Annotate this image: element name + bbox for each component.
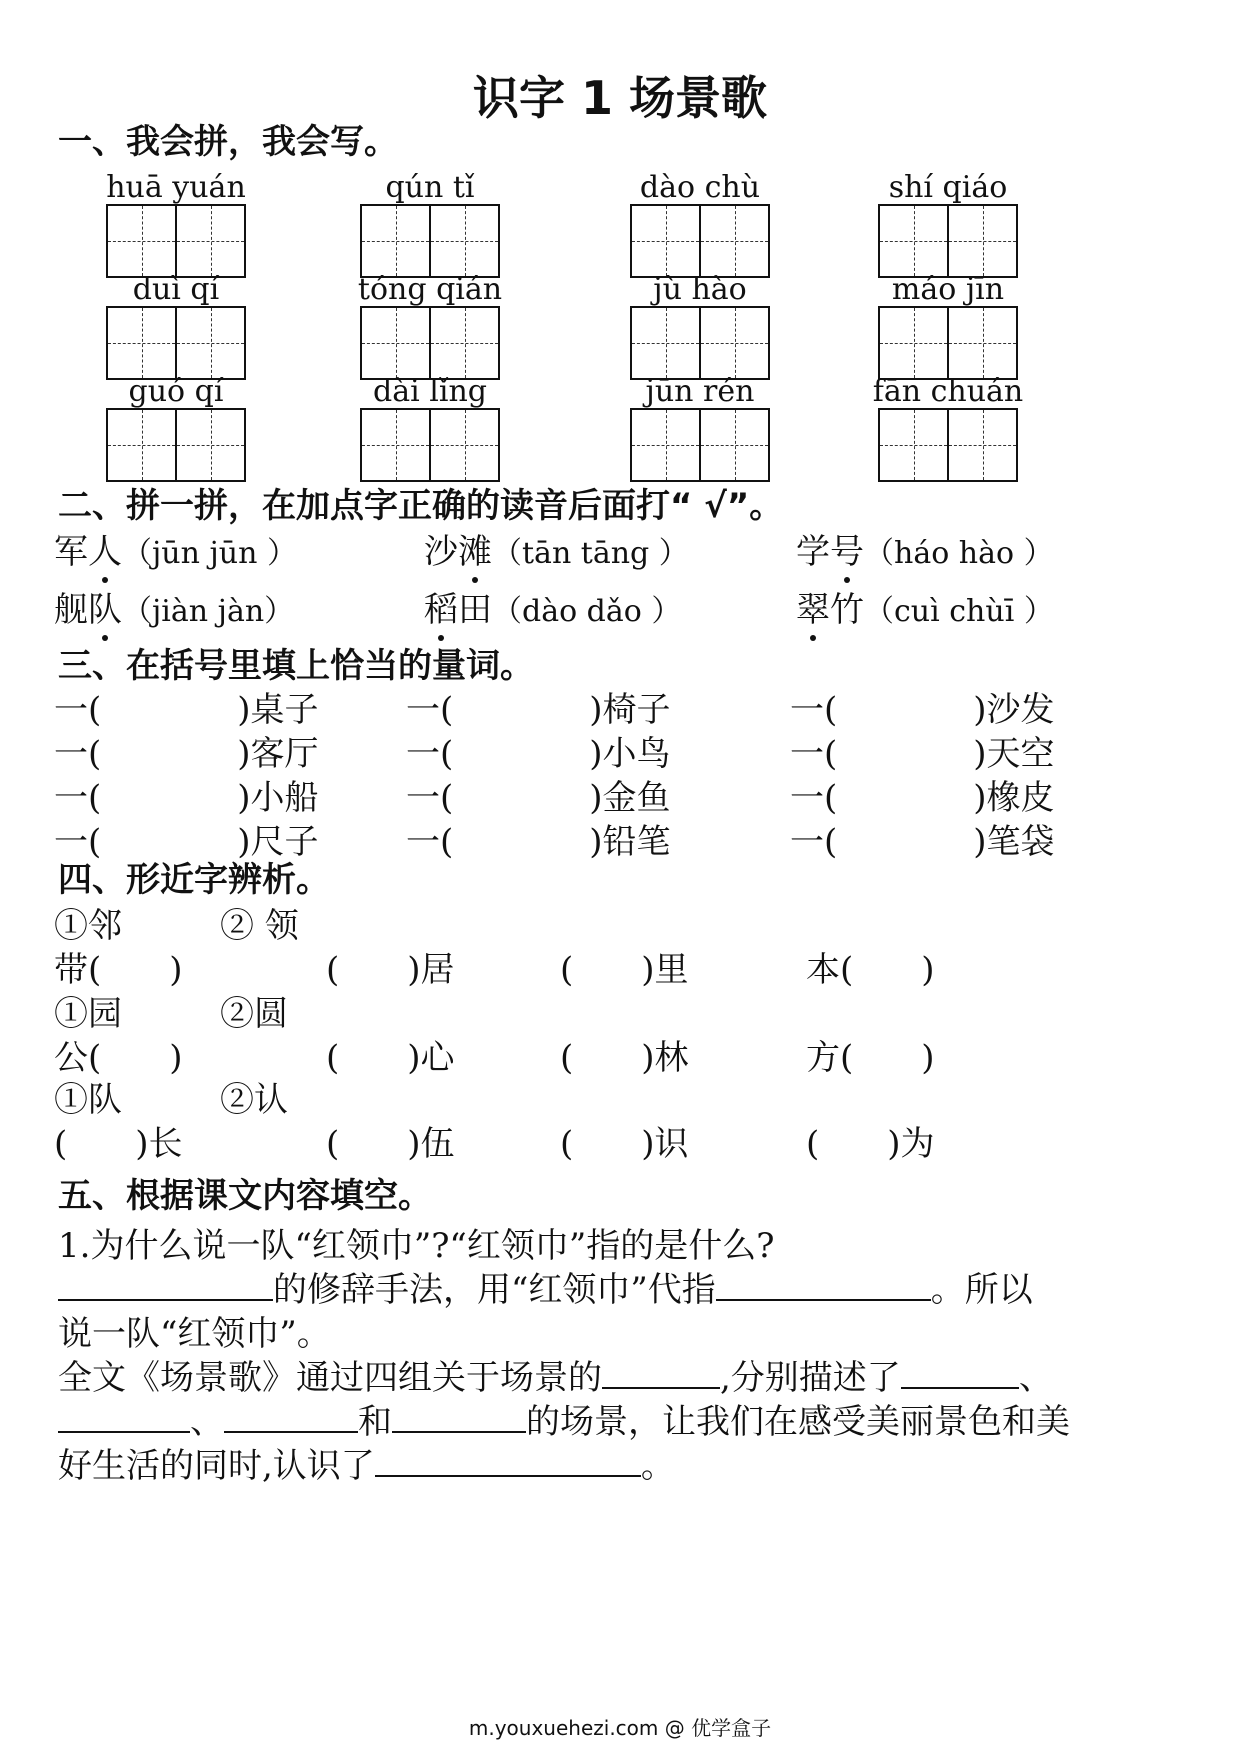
pinyin-label: tóng qián xyxy=(357,272,503,307)
char-option-2: ② 领 xyxy=(220,906,299,946)
tian-zi-square[interactable] xyxy=(632,206,699,276)
measure-word-blank[interactable]: 一( )橡皮 xyxy=(790,778,1055,818)
char-choice-blank[interactable]: 方( ) xyxy=(806,1038,935,1078)
tian-zi-square[interactable] xyxy=(947,308,1016,378)
pinyin-label: fān chuán xyxy=(872,374,1024,409)
dotted-character: 号 xyxy=(830,524,864,573)
tian-zi-square[interactable] xyxy=(429,308,498,378)
tian-zi-square[interactable] xyxy=(880,206,947,276)
pinyin-label: jūn rén xyxy=(645,374,755,409)
pronunciation-item: 舰队（jiàn jàn） xyxy=(54,582,294,631)
tian-zi-square[interactable] xyxy=(108,410,175,480)
writing-grid[interactable] xyxy=(360,204,500,278)
tian-zi-square[interactable] xyxy=(429,206,498,276)
pinyin-label: qún tǐ xyxy=(385,170,475,205)
tian-zi-square[interactable] xyxy=(947,410,1016,480)
measure-word-blank[interactable]: 一( )铅笔 xyxy=(406,822,671,862)
dotted-character: 翠 xyxy=(796,582,830,631)
measure-word-blank[interactable]: 一( )小船 xyxy=(54,778,319,818)
dotted-character: 队 xyxy=(88,582,122,631)
answer-blank[interactable] xyxy=(58,1401,190,1433)
char-choice-blank[interactable]: 公( ) xyxy=(54,1038,183,1078)
writing-grid[interactable] xyxy=(878,204,1018,278)
pinyin-label: dài lǐng xyxy=(373,374,487,409)
pinyin-options[interactable]: （dào dǎo ） xyxy=(492,594,682,629)
pinyin-options[interactable]: （jūn jūn ） xyxy=(122,536,297,571)
pronunciation-item: 学号（háo hào ） xyxy=(796,524,1054,573)
writing-grid[interactable] xyxy=(360,306,500,380)
char-choice-blank[interactable]: 本( ) xyxy=(806,950,935,990)
dotted-character: 稻 xyxy=(424,582,458,631)
tian-zi-square[interactable] xyxy=(175,206,244,276)
tian-zi-square[interactable] xyxy=(108,308,175,378)
writing-grid[interactable] xyxy=(360,408,500,482)
answer-blank[interactable] xyxy=(716,1269,931,1301)
pinyin-options[interactable]: （háo hào ） xyxy=(864,536,1054,571)
pronunciation-item: 翠竹（cuì chùī ） xyxy=(796,582,1054,631)
fill-line-6: 好生活的同时,认识了 。 xyxy=(58,1446,675,1486)
writing-grid[interactable] xyxy=(630,306,770,380)
tian-zi-square[interactable] xyxy=(699,410,768,480)
char-choice-blank[interactable]: 带( ) xyxy=(54,950,183,990)
char-option-2: ②圆 xyxy=(220,994,288,1034)
measure-word-blank[interactable]: 一( )椅子 xyxy=(406,690,671,730)
measure-word-blank[interactable]: 一( )尺子 xyxy=(54,822,319,862)
pinyin-label: guó qí xyxy=(128,374,224,409)
pronunciation-item: 稻田（dào dǎo ） xyxy=(424,582,681,631)
writing-grid[interactable] xyxy=(878,408,1018,482)
char-choice-blank[interactable]: ( )为 xyxy=(806,1124,935,1164)
dotted-character: 滩 xyxy=(458,524,492,573)
answer-blank[interactable] xyxy=(602,1357,720,1389)
char-choice-blank[interactable]: ( )林 xyxy=(560,1038,689,1078)
pinyin-options[interactable]: （cuì chùī ） xyxy=(864,594,1054,629)
tian-zi-square[interactable] xyxy=(429,410,498,480)
measure-word-blank[interactable]: 一( )笔袋 xyxy=(790,822,1055,862)
answer-blank[interactable] xyxy=(58,1269,273,1301)
answer-blank[interactable] xyxy=(392,1401,526,1433)
measure-word-blank[interactable]: 一( )金鱼 xyxy=(406,778,671,818)
pinyin-label: shí qiáo xyxy=(888,170,1008,205)
measure-word-blank[interactable]: 一( )小鸟 xyxy=(406,734,671,774)
tian-zi-square[interactable] xyxy=(362,410,429,480)
writing-grid[interactable] xyxy=(630,408,770,482)
tian-zi-square[interactable] xyxy=(362,206,429,276)
dotted-character: 人 xyxy=(88,524,122,573)
char-choice-blank[interactable]: ( )伍 xyxy=(326,1124,455,1164)
section-4-heading: 四、形近字辨析。 xyxy=(58,860,330,900)
tian-zi-square[interactable] xyxy=(175,410,244,480)
tian-zi-square[interactable] xyxy=(880,410,947,480)
question-1: 1.为什么说一队“红领巾”?“红领巾”指的是什么? xyxy=(58,1226,775,1266)
measure-word-blank[interactable]: 一( )沙发 xyxy=(790,690,1055,730)
tian-zi-square[interactable] xyxy=(108,206,175,276)
section-3-heading: 三、在括号里填上恰当的量词。 xyxy=(58,646,534,686)
fill-line-5: 、 和 的场景，让我们在感受美丽景色和美 xyxy=(58,1394,1070,1443)
char-option-1: ①邻 xyxy=(54,906,122,946)
writing-grid[interactable] xyxy=(630,204,770,278)
section-2-heading: 二、拼一拼，在加点字正确的读音后面打“ √”。 xyxy=(58,486,784,526)
char-option-1: ①园 xyxy=(54,994,122,1034)
tian-zi-square[interactable] xyxy=(947,206,1016,276)
pinyin-options[interactable]: （tān tāng ） xyxy=(492,536,689,571)
char-choice-blank[interactable]: ( )居 xyxy=(326,950,455,990)
writing-grid[interactable] xyxy=(106,306,246,380)
footer-watermark: m.youxuehezi.com @ 优学盒子 xyxy=(468,1716,772,1740)
tian-zi-square[interactable] xyxy=(699,308,768,378)
section-5-heading: 五、根据课文内容填空。 xyxy=(58,1176,432,1216)
char-option-2: ②认 xyxy=(220,1080,288,1120)
answer-blank[interactable] xyxy=(375,1445,641,1477)
char-choice-blank[interactable]: ( )长 xyxy=(54,1124,183,1164)
char-choice-blank[interactable]: ( )识 xyxy=(560,1124,689,1164)
pinyin-label: máo jīn xyxy=(891,272,1005,307)
pinyin-label: huā yuán xyxy=(106,170,246,205)
writing-grid[interactable] xyxy=(106,408,246,482)
fill-line-2: 的修辞手法，用“红领巾”代指 。所以 xyxy=(58,1262,1033,1311)
measure-word-blank[interactable]: 一( )天空 xyxy=(790,734,1055,774)
measure-word-blank[interactable]: 一( )客厅 xyxy=(54,734,319,774)
section-1-heading: 一、我会拼，我会写。 xyxy=(58,122,398,162)
char-choice-blank[interactable]: ( )里 xyxy=(560,950,689,990)
pinyin-label: jù hào xyxy=(653,272,747,307)
pronunciation-item: 沙滩（tān tāng ） xyxy=(424,524,689,573)
answer-blank[interactable] xyxy=(901,1357,1019,1389)
char-option-1: ①队 xyxy=(54,1080,122,1120)
char-choice-blank[interactable]: ( )心 xyxy=(326,1038,455,1078)
tian-zi-square[interactable] xyxy=(632,410,699,480)
tian-zi-square[interactable] xyxy=(880,308,947,378)
pronunciation-item: 军人（jūn jūn ） xyxy=(54,524,297,573)
page-title: 识字 1 场景歌 xyxy=(472,71,768,125)
pinyin-label: duì qí xyxy=(132,272,220,307)
fill-line-4: 全文《场景歌》通过四组关于场景的 ,分别描述了 、 xyxy=(58,1358,1053,1398)
writing-grid[interactable] xyxy=(878,306,1018,380)
pinyin-label: dào chù xyxy=(639,170,761,205)
tian-zi-square[interactable] xyxy=(362,308,429,378)
tian-zi-square[interactable] xyxy=(699,206,768,276)
pinyin-options[interactable]: （jiàn jàn） xyxy=(122,594,295,629)
tian-zi-square[interactable] xyxy=(175,308,244,378)
measure-word-blank[interactable]: 一( )桌子 xyxy=(54,690,319,730)
writing-grid[interactable] xyxy=(106,204,246,278)
fill-line-3: 说一队“红领巾”。 xyxy=(58,1314,331,1354)
answer-blank[interactable] xyxy=(224,1401,358,1433)
tian-zi-square[interactable] xyxy=(632,308,699,378)
